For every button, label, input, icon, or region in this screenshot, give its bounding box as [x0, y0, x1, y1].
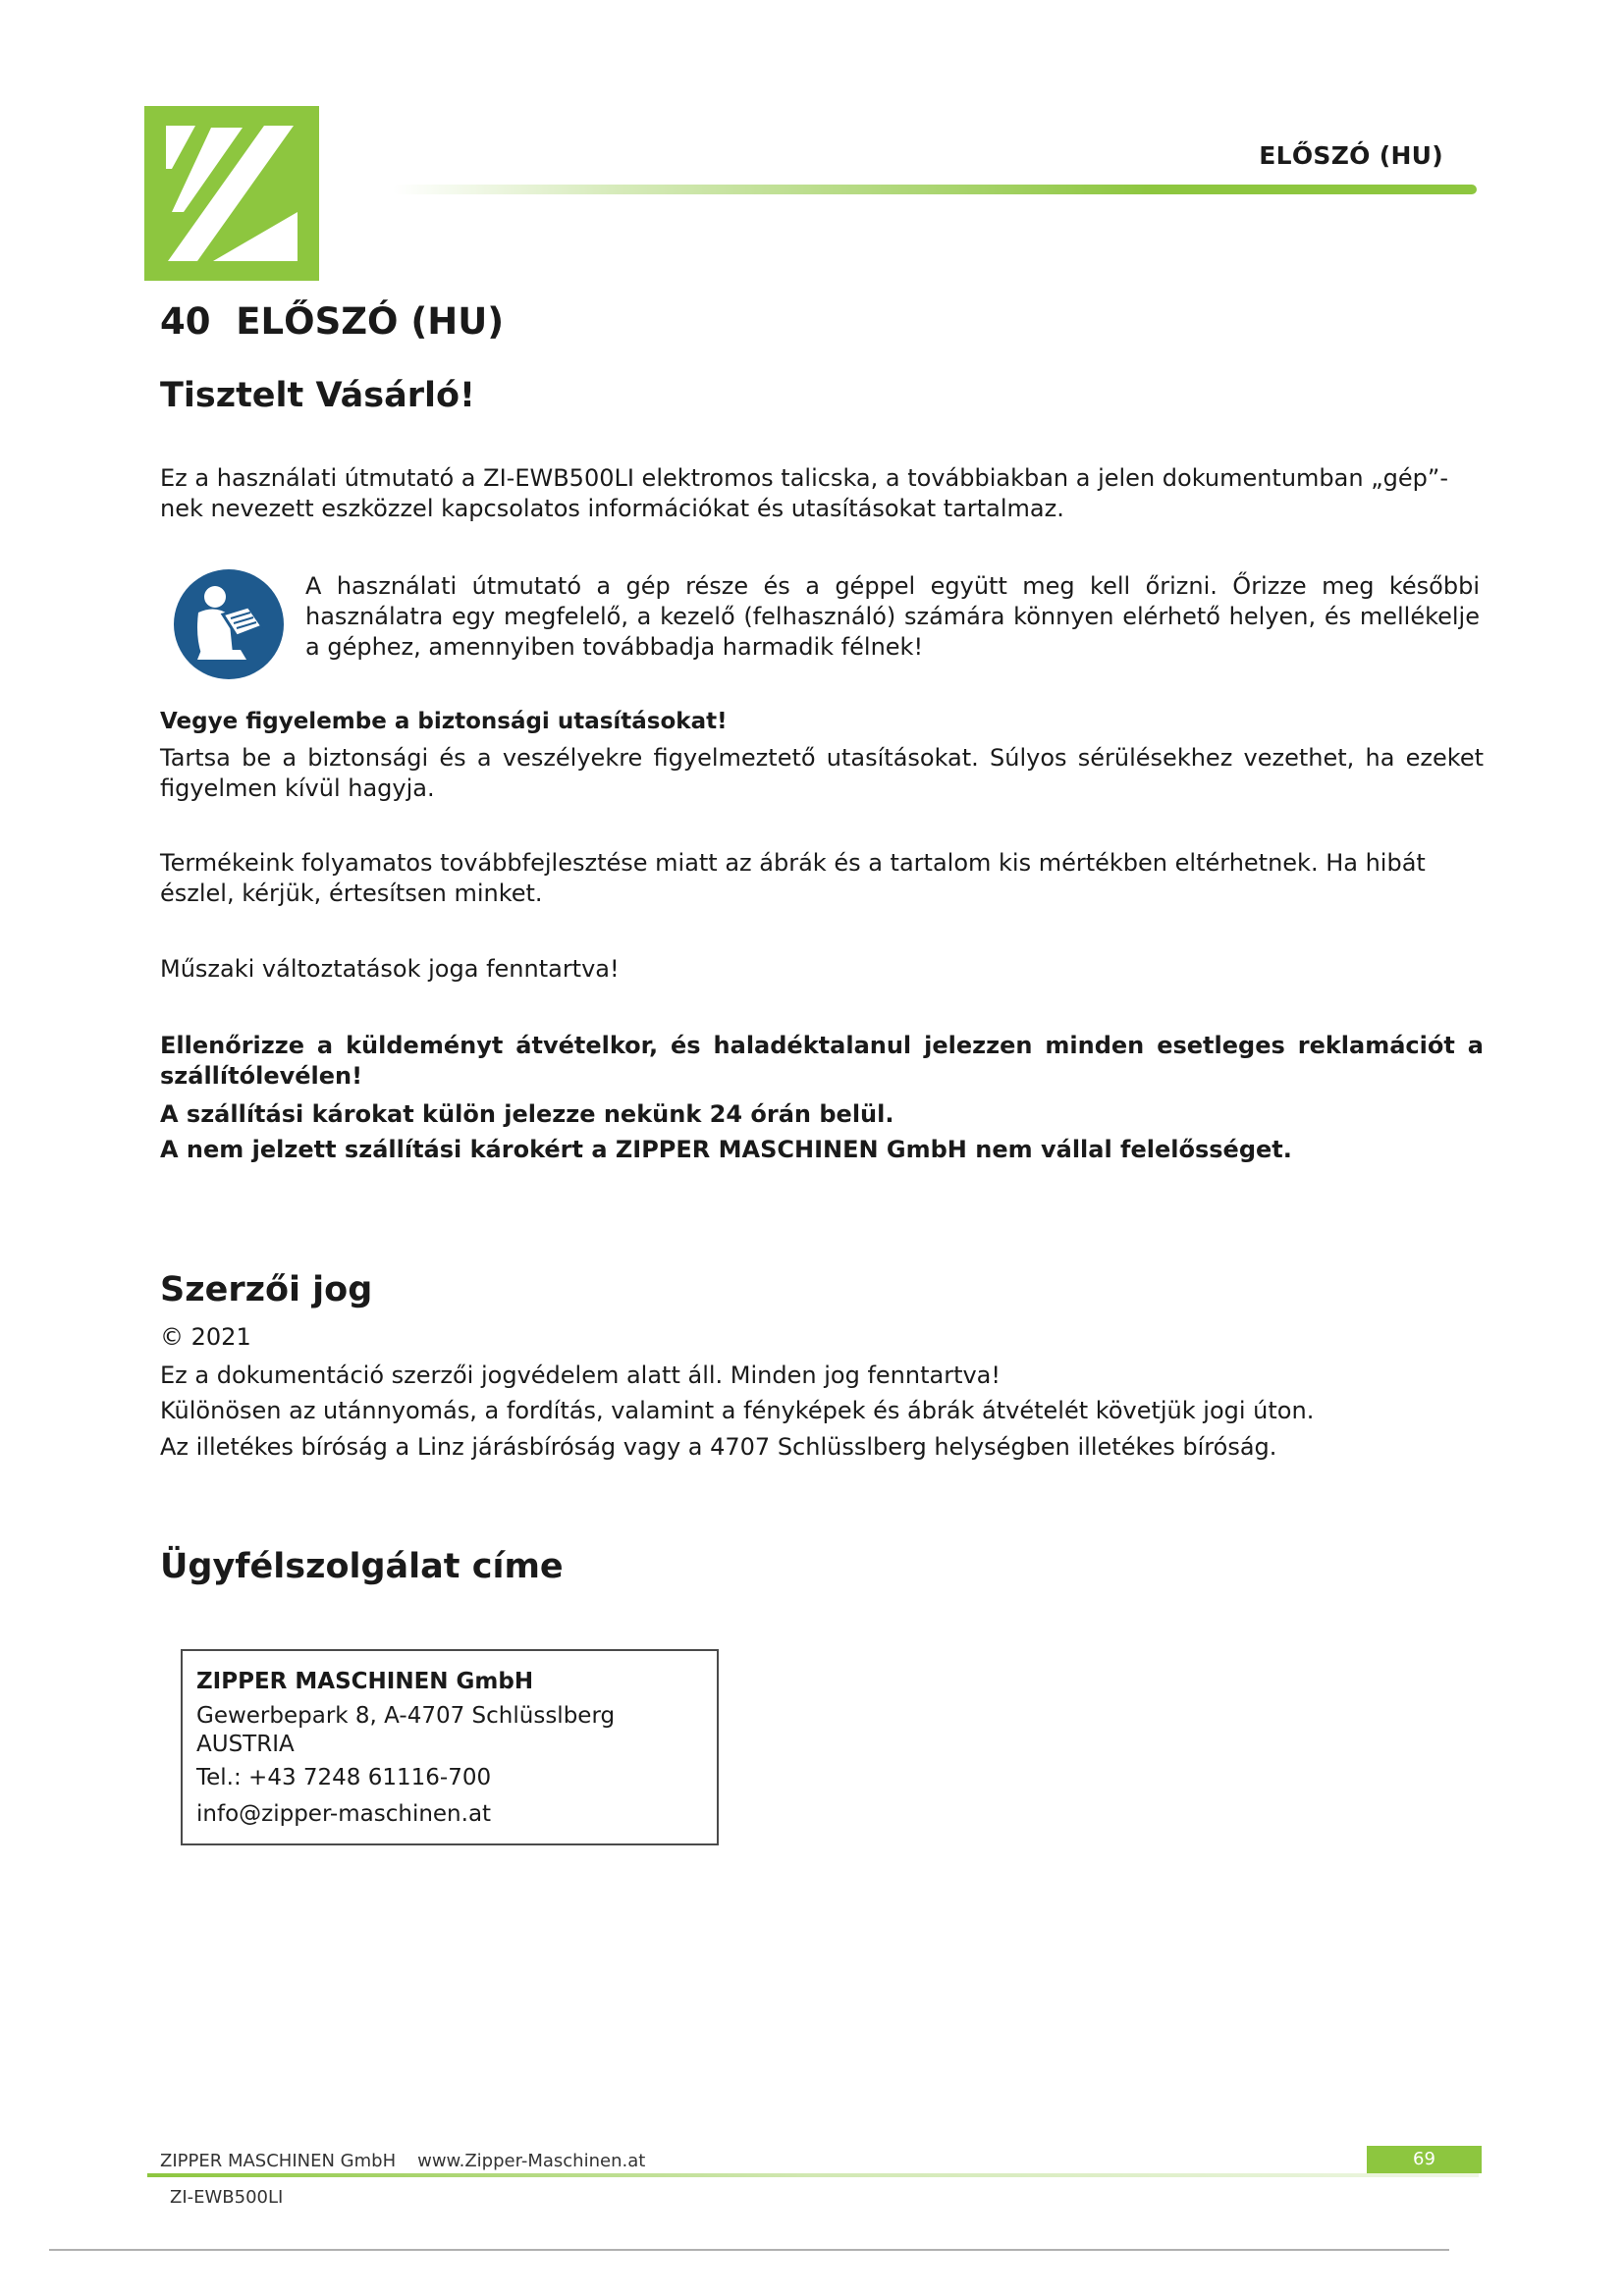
manual-notice: A használati útmutató a gép része és a géppel együtt meg kell őrizni. Őrizze meg későbbi használatra egy megfelelő, a kezelő (felhasználó) számára könnyen elérhető helyen, és mellékelje a géphez, amennyiben továbbadja harmadik félnek!	[305, 572, 1480, 661]
technical-changes-text: Műszaki változtatások joga fenntartva!	[160, 955, 620, 983]
section-title: ELŐSZÓ (HU)	[236, 300, 505, 343]
address-company: ZIPPER MASCHINEN GmbH	[196, 1669, 534, 1694]
shipping-check-text: Ellenőrizze a küldeményt átvételkor, és haladéktalanul jelezzen minden esetleges reklamációt a szállítólevélen!	[160, 1032, 1484, 1090]
header-divider	[393, 185, 1477, 194]
header-section-label: ELŐSZÓ (HU)	[1259, 141, 1443, 170]
shipping-damage-text: A szállítási károkat külön jelezze nekünk 24 órán belül.	[160, 1100, 894, 1128]
safety-text: Tartsa be a biztonsági és a veszélyekre figyelmeztető utasításokat. Súlyos sérülésekhez vezethet, ha ezeket figyelmen kívül hagyja.	[160, 744, 1484, 802]
page-bottom-rule	[49, 2249, 1449, 2251]
section-number: 40	[160, 300, 211, 343]
copyright-year: © 2021	[160, 1323, 251, 1351]
safety-heading: Vegye figyelembe a biztonsági utasításokat!	[160, 709, 728, 734]
copyright-line: Az illetékes bíróság a Linz járásbíróság vagy a 4707 Schlüsslberg helységben illetékes bíróság.	[160, 1433, 1277, 1461]
greeting-heading: Tisztelt Vásárló!	[160, 376, 475, 415]
copyright-line: Különösen az utánnyomás, a fordítás, valamint a fényképek és ábrák átvételét követjük jogi úton.	[160, 1397, 1315, 1424]
footer-model: ZI-EWB500LI	[170, 2187, 284, 2208]
footer-divider	[147, 2173, 1479, 2177]
service-heading: Ügyfélszolgálat címe	[160, 1547, 564, 1586]
address-phone: Tel.: +43 7248 61116-700	[196, 1765, 492, 1790]
zipper-logo	[144, 106, 319, 281]
page-number: 69	[1367, 2146, 1482, 2173]
footer-info	[160, 2151, 645, 2171]
development-text: Termékeink folyamatos továbbfejlesztése miatt az ábrák és a tartalom kis mértékben eltérhetnek. Ha hibát észlel, kérjük, értesítsen minket.	[160, 849, 1426, 907]
copyright-line: Ez a dokumentáció szerzői jogvédelem alatt áll. Minden jog fenntartva!	[160, 1362, 1001, 1389]
footer-website[interactable]: www.Zipper-Maschinen.at	[417, 2151, 646, 2171]
footer-company: ZIPPER MASCHINEN GmbH	[160, 2151, 397, 2171]
read-manual-icon	[172, 567, 286, 681]
page-title	[160, 300, 504, 343]
address-street: Gewerbepark 8, A-4707 Schlüsslberg	[196, 1703, 616, 1729]
address-country: AUSTRIA	[196, 1732, 295, 1757]
shipping-liability-text: A nem jelzett szállítási károkért a ZIPPER MASCHINEN GmbH nem vállal felelősséget.	[160, 1136, 1292, 1163]
address-email[interactable]: info@zipper-maschinen.at	[196, 1801, 492, 1827]
intro-paragraph: Ez a használati útmutató a ZI-EWB500LI elektromos talicska, a továbbiakban a jelen dokumentumban „gép”-nek nevezett eszközzel kapcsolatos információkat és utasításokat tartalmaz.	[160, 464, 1448, 522]
copyright-heading: Szerzői jog	[160, 1270, 373, 1309]
